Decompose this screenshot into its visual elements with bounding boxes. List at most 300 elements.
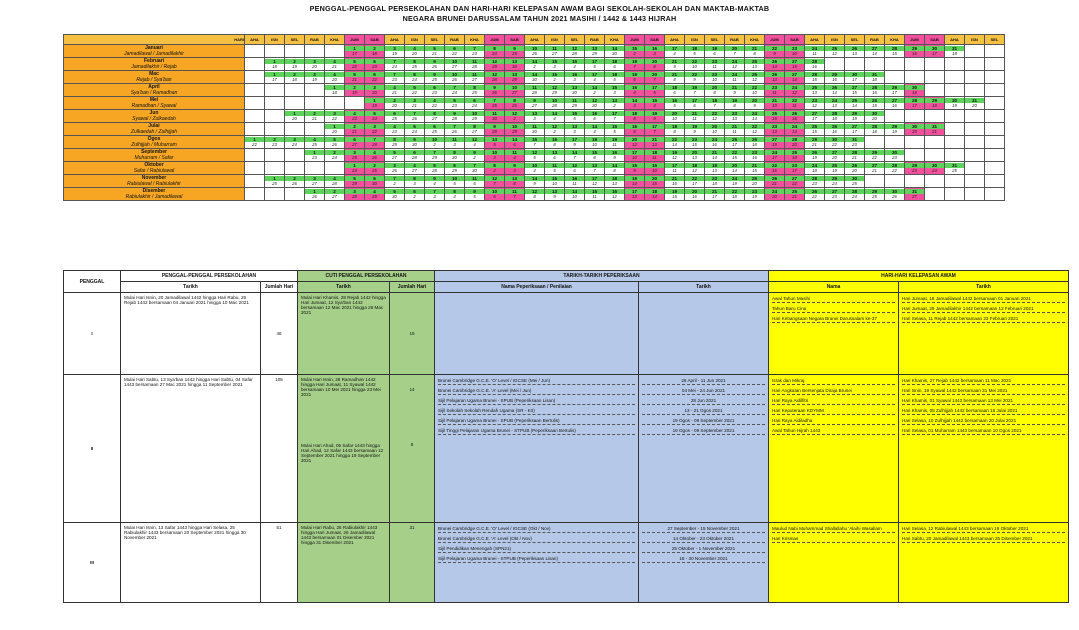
day-cell: 12 5 — [525, 149, 545, 162]
exam-name: Sijil Pelajaran Ugama Brunei - SPUB (Peperiksaan Lisan) — [438, 397, 635, 405]
day-cell: 4 26 — [365, 149, 385, 162]
cuti-days: 15 — [390, 293, 435, 375]
day-cell: 25 19 — [825, 162, 845, 175]
day-cell: 16 3 — [645, 45, 665, 58]
tarikh-header: Tarikh — [121, 282, 261, 293]
day-cell: 3 28 — [345, 188, 365, 201]
day-cell: 18 5 — [685, 45, 705, 58]
day-cell — [965, 45, 985, 58]
day-cell: 19 15 — [665, 188, 685, 201]
penggal-number: I — [64, 293, 121, 375]
day-cell — [965, 162, 985, 175]
day-cell — [325, 45, 345, 58]
day-cell: 18 8 — [625, 110, 645, 123]
day-cell: 9 2 — [465, 149, 485, 162]
day-cell — [925, 175, 945, 188]
day-cell: 20 9 — [745, 97, 765, 110]
day-cell — [985, 123, 1005, 136]
weekday-header: JUM — [905, 35, 925, 45]
day-cell: 23 10 — [705, 71, 725, 84]
exam-name: Sijil Pendidikan Menengah (SPN21) — [438, 545, 635, 553]
holiday-date: Hari Khamis, 05 Zulhijjah 1442 bersamaan 15 Julai 2021 — [902, 407, 1065, 415]
day-cell — [285, 97, 305, 110]
day-cell — [905, 71, 925, 84]
day-cell: 31 18 — [945, 45, 965, 58]
day-cell: 7 30 — [465, 162, 485, 175]
day-cell: 12 8 — [525, 188, 545, 201]
day-cell — [245, 84, 265, 97]
weekday-header: AHA — [245, 35, 265, 45]
day-cell: 6 24 — [465, 97, 485, 110]
day-cell: 7 29 — [425, 149, 445, 162]
day-cell: 28 18 — [825, 110, 845, 123]
day-cell — [905, 136, 925, 149]
holiday-group-header: HARI-HARI KELEPASAN AWAM — [769, 271, 1069, 282]
day-cell: 16 5 — [665, 97, 685, 110]
day-cell: 18 12 — [685, 162, 705, 175]
weekday-header: ISN — [825, 35, 845, 45]
day-cell: 23 17 — [785, 162, 805, 175]
day-cell: 16 8 — [545, 136, 565, 149]
day-cell: 25 18 — [785, 149, 805, 162]
day-cell — [885, 110, 905, 123]
day-cell: 14 9 — [525, 175, 545, 188]
day-cell: 2 21 — [345, 123, 365, 136]
day-cell — [245, 45, 265, 58]
day-cell: 15 10 — [545, 175, 565, 188]
day-cell: 8 3 — [405, 175, 425, 188]
day-cell — [985, 149, 1005, 162]
day-cell: 1 20 — [325, 123, 345, 136]
exam-date: 14 Oktober - 23 Oktober 2021 — [642, 535, 765, 543]
day-cell: 10 29 — [465, 110, 485, 123]
day-cell: 1 18 — [325, 84, 345, 97]
day-cell: 21 9 — [725, 84, 745, 97]
day-cell: 28 18 — [865, 123, 885, 136]
day-cell: 16 4 — [625, 84, 645, 97]
month-row — [64, 71, 1005, 84]
day-cell: 23 12 — [805, 97, 825, 110]
penggal-days: 46 — [261, 293, 298, 375]
holiday-date: Hari Khamis, 01 Syawal 1442 bersamaan 13 Mei 2021 — [902, 397, 1065, 405]
weekday-header: SEL — [845, 35, 865, 45]
day-cell — [945, 84, 965, 97]
day-cell: 7 25 — [485, 97, 505, 110]
day-cell: 12 4 — [465, 136, 485, 149]
day-cell: 25 12 — [825, 45, 845, 58]
day-cell: 5 27 — [385, 149, 405, 162]
day-cell: 12 2 — [505, 110, 525, 123]
exam-date: 27 September - 15 November 2021 — [642, 525, 765, 533]
day-cell — [305, 162, 325, 175]
day-cell — [985, 71, 1005, 84]
day-cell: 7 28 — [365, 136, 385, 149]
day-cell: 22 16 — [765, 162, 785, 175]
weekday-header: KHA — [885, 35, 905, 45]
day-cell: 21 13 — [645, 136, 665, 149]
day-cell: 26 21 — [765, 175, 785, 188]
day-cell: 15 5 — [605, 123, 625, 136]
weekday-header: AHA — [525, 35, 545, 45]
holiday-name: Israk dan Mikraj — [772, 377, 895, 385]
day-cell — [945, 136, 965, 149]
exam-name: Sijil Pelajaran Ugama Brunei - SPUB (Peperiksaan Bertulis) — [438, 417, 635, 425]
day-cell: 9 25 — [505, 45, 525, 58]
day-cell: 11 6 — [465, 175, 485, 188]
day-cell: 7 24 — [445, 84, 465, 97]
month-row — [64, 162, 1005, 175]
weekday-header: SEL — [705, 35, 725, 45]
month-row — [64, 123, 1005, 136]
day-cell: 6 28 — [405, 149, 425, 162]
day-cell: 27 14 — [785, 71, 805, 84]
month-row — [64, 175, 1005, 188]
day-cell: 13 29 — [585, 45, 605, 58]
day-cell: 9 5 — [465, 188, 485, 201]
day-cell: 6 23 — [425, 84, 445, 97]
day-cell: 6 2 — [405, 188, 425, 201]
month-label: Mac Rejab / Sya'ban — [64, 71, 245, 84]
exam-group-header: TARIKH-TARIKH PEPERIKSAAN — [435, 271, 769, 282]
day-cell — [965, 71, 985, 84]
holiday-date: Hari Selasa, 12 Rabiulawal 1443 bersamaan 19 Oktober 2021 — [902, 525, 1065, 533]
month-label: September Muharram / Safar — [64, 149, 245, 162]
day-cell: 24 11 — [805, 45, 825, 58]
day-cell: 16 11 — [565, 175, 585, 188]
cuti-group-header: CUTI PENGGAL PERSEKOLAHAN — [298, 271, 435, 282]
day-cell: 4 28 — [325, 175, 345, 188]
month-row — [64, 58, 1005, 71]
day-cell: 4 23 — [345, 110, 365, 123]
day-cell: 18 6 — [605, 58, 625, 71]
day-cell: 26 14 — [825, 84, 845, 97]
day-cell: 10 4 — [525, 162, 545, 175]
day-cell: 4 23 — [385, 123, 405, 136]
holiday-date: Hari Selasa, 10 Zulhijjah 1442 bersamaan 20 Julai 2021 — [902, 417, 1065, 425]
holiday-date: Hari Selasa, 11 Rejab 1442 bersamaan 23 Februari 2021 — [902, 315, 1065, 323]
day-cell: 19 9 — [645, 110, 665, 123]
day-cell — [305, 97, 325, 110]
weekday-header: AHA — [805, 35, 825, 45]
day-cell: 8 25 — [405, 58, 425, 71]
day-cell — [865, 58, 885, 71]
day-cell: 13 3 — [525, 110, 545, 123]
day-cell: 2 21 — [305, 110, 325, 123]
day-cell — [285, 123, 305, 136]
day-cell: 22 9 — [765, 45, 785, 58]
day-cell: 2 25 — [365, 162, 385, 175]
day-cell — [305, 123, 325, 136]
day-cell: 19 8 — [725, 97, 745, 110]
exam-name: Brunei Cambridge G.C.E. 'O' Level / IGCSE (Okt / Nov) — [438, 525, 635, 533]
day-cell — [965, 123, 985, 136]
month-label: Januari Jamadilawal / Jamadilakhir — [64, 45, 245, 58]
cuti-dates: Mulai Hari Khamis, 28 Rejab 1442 hingga Hari Jumaat, 12 Sya'ban 1442 bersamaan 12 Mac 2021 hingga 26 Mac 2021 — [298, 293, 390, 375]
exam-name: Sijil Sekolah Sekolah Rendah Ugama (SR - K3) — [438, 407, 635, 415]
day-cell: 8 24 — [485, 45, 505, 58]
day-cell: 10 5 — [445, 175, 465, 188]
day-cell — [325, 162, 345, 175]
holiday-names — [769, 375, 899, 523]
day-cell: 4 20 — [325, 71, 345, 84]
exam-name-header: Nama Peperiksaan / Penilaian — [435, 282, 639, 293]
day-cell: 30 19 — [945, 97, 965, 110]
day-cell — [985, 97, 1005, 110]
cuti-days — [390, 375, 435, 523]
day-cell: 11 30 — [485, 110, 505, 123]
day-cell: 13 30 — [505, 58, 525, 71]
day-cell: 19 7 — [685, 84, 705, 97]
day-cell: 18 13 — [605, 175, 625, 188]
day-cell: 17 11 — [665, 162, 685, 175]
calendar-grid — [63, 34, 1005, 201]
day-cell: 1 17 — [345, 45, 365, 58]
day-cell — [265, 84, 285, 97]
day-cell: 1 19 — [365, 97, 385, 110]
day-cell: 19 11 — [605, 136, 625, 149]
day-cell — [265, 149, 285, 162]
day-cell — [965, 110, 985, 123]
exam-names — [435, 293, 639, 375]
day-cell — [305, 45, 325, 58]
holiday-dates — [899, 523, 1069, 603]
day-cell: 24 18 — [805, 162, 825, 175]
month-row — [64, 97, 1005, 110]
weekday-header: RAB — [865, 35, 885, 45]
day-cell: 2 27 — [325, 188, 345, 201]
day-cell — [885, 71, 905, 84]
cuti-days: 31 — [390, 523, 435, 603]
day-cell — [905, 110, 925, 123]
day-cell: 2 23 — [265, 136, 285, 149]
day-cell: 9 26 — [485, 84, 505, 97]
day-cell: 5 24 — [405, 123, 425, 136]
day-cell: 8 27 — [465, 123, 485, 136]
weekday-header: ISN — [405, 35, 425, 45]
day-cell — [905, 175, 925, 188]
day-cell: 23 15 — [685, 136, 705, 149]
day-cell: 11 5 — [545, 162, 565, 175]
day-cell: 23 18 — [705, 175, 725, 188]
day-cell: 3 26 — [385, 162, 405, 175]
day-cell: 28 21 — [845, 149, 865, 162]
day-cell — [925, 110, 945, 123]
holiday-name: Hari Raya Aidiladha — [772, 417, 895, 425]
day-cell: 9 25 — [425, 71, 445, 84]
day-cell: 1 22 — [245, 136, 265, 149]
day-cell — [925, 188, 945, 201]
day-cell: 19 7 — [625, 58, 645, 71]
day-cell: 30 20 — [905, 123, 925, 136]
weekday-header: KHA — [605, 35, 625, 45]
day-cell — [885, 136, 905, 149]
day-cell: 10 27 — [445, 58, 465, 71]
day-cell: 16 4 — [565, 58, 585, 71]
exam-date-header: Tarikh — [639, 282, 769, 293]
day-cell: 21 11 — [685, 110, 705, 123]
month-label: April Sya'ban / Ramadhan — [64, 84, 245, 97]
holiday-name: Hari Kebangsaan Negara Brunei Darussalam ke-37 — [772, 315, 895, 323]
day-cell: 19 12 — [665, 149, 685, 162]
holiday-name: Hari Keputeraan KDYMM — [772, 407, 895, 415]
day-cell: 28 22 — [885, 162, 905, 175]
month-label: Ogos Zulhijjah / Muharram — [64, 136, 245, 149]
day-cell: 21 8 — [745, 45, 765, 58]
day-cell: 23 11 — [705, 58, 725, 71]
day-cell: 25 17 — [725, 136, 745, 149]
day-cell: 11 27 — [465, 71, 485, 84]
holiday-name: Maulud Nabi Muhammad Shallallahu 'Alaihi Wasallam — [772, 525, 895, 533]
day-cell — [245, 58, 265, 71]
weekday-header: SAB — [785, 35, 805, 45]
day-cell: 23 13 — [725, 110, 745, 123]
day-cell: 3 20 — [305, 58, 325, 71]
day-cell: 14 7 — [565, 149, 585, 162]
weekday-header: JUM — [765, 35, 785, 45]
day-cell: 22 12 — [745, 123, 765, 136]
day-cell: 7 23 — [465, 45, 485, 58]
day-cell: 11 28 — [465, 58, 485, 71]
day-cell: 20 13 — [685, 149, 705, 162]
holiday-names — [769, 523, 899, 603]
day-cell — [945, 71, 965, 84]
day-cell: 28 16 — [805, 58, 825, 71]
weekday-header: RAB — [725, 35, 745, 45]
day-cell: 18 10 — [585, 136, 605, 149]
day-cell — [985, 162, 1005, 175]
day-cell: 9 3 — [505, 162, 525, 175]
day-cell — [245, 123, 265, 136]
day-cell — [905, 149, 925, 162]
day-cell: 16 6 — [585, 110, 605, 123]
penggal-dates: Mulai Hari Sabtu, 13 Sya'ban 1442 hingga Hari Sabtu, 04 Safar 1443 bersamaan 27 Mac 2021 hingga 11 September 2021 — [121, 375, 261, 523]
day-cell — [945, 149, 965, 162]
exam-date: 04 Mei - 24 Jun 2021 — [642, 387, 765, 395]
day-cell — [305, 84, 325, 97]
day-cell: 10 26 — [525, 45, 545, 58]
day-cell: 14 8 — [605, 162, 625, 175]
day-cell: 23 16 — [745, 149, 765, 162]
day-cell: 8 2 — [485, 162, 505, 175]
month-label: Oktober Safar / Rabiulawal — [64, 162, 245, 175]
day-cell: 17 6 — [685, 97, 705, 110]
cuti-jumlah-header: Jumlah Hari — [390, 282, 435, 293]
day-cell: 15 11 — [585, 188, 605, 201]
day-cell: 4 27 — [405, 162, 425, 175]
day-cell: 27 19 — [765, 136, 785, 149]
day-cell: 2 20 — [385, 97, 405, 110]
day-cell: 10 29 — [505, 123, 525, 136]
day-cell: 27 20 — [825, 149, 845, 162]
day-cell: 14 10 — [565, 188, 585, 201]
day-cell: 4 21 — [385, 84, 405, 97]
day-cell: 17 12 — [585, 175, 605, 188]
day-cell: 14 2 — [525, 58, 545, 71]
penggal-number: II — [64, 375, 121, 523]
day-cell: 21 16 — [665, 175, 685, 188]
day-cell — [925, 58, 945, 71]
day-cell: 10 26 — [445, 71, 465, 84]
day-cell: 17 4 — [585, 71, 605, 84]
day-cell — [985, 58, 1005, 71]
weekday-header: SEL — [985, 35, 1005, 45]
day-cell: 14 30 — [605, 45, 625, 58]
penggal-group-header: PENGGAL-PENGGAL PERSEKOLAHAN — [121, 271, 298, 282]
day-cell: 3 25 — [345, 149, 365, 162]
day-cell — [245, 175, 265, 188]
day-cell: 17 9 — [565, 136, 585, 149]
day-cell — [965, 175, 985, 188]
exam-name: Sijil Tinggi Pelajaran Ugama Brunei - STPUB (Peperiksaan Bertulis) — [438, 427, 635, 435]
day-cell: 25 20 — [745, 175, 765, 188]
day-cell: 23 11 — [765, 84, 785, 97]
day-cell: 26 13 — [765, 71, 785, 84]
day-cell: 23 13 — [765, 123, 785, 136]
day-cell: 1 17 — [265, 71, 285, 84]
day-cell: 6 22 — [365, 71, 385, 84]
jumlah-header: Jumlah Hari — [261, 282, 298, 293]
day-cell: 20 12 — [625, 136, 645, 149]
day-cell — [885, 175, 905, 188]
exam-name: Sijil Pelajaran Ugama Brunei - STPUB (Peperiksaan Lisan) — [438, 555, 635, 563]
title-line1: PENGGAL-PENGGAL PERSEKOLAHAN DAN HARI-HARI KELEPASAN AWAM BAGI SEKOLAH-SEKOLAH DAN MAKTAB-MAKTAB — [309, 4, 770, 13]
day-cell — [865, 136, 885, 149]
day-cell: 31 21 — [925, 123, 945, 136]
day-cell — [245, 110, 265, 123]
day-cell: 20 10 — [705, 123, 725, 136]
day-cell: 5 21 — [425, 45, 445, 58]
day-cell: 28 15 — [805, 71, 825, 84]
day-cell: 21 8 — [665, 71, 685, 84]
day-cell: 31 20 — [965, 97, 985, 110]
day-cell: 17 4 — [665, 45, 685, 58]
day-cell: 2 19 — [285, 58, 305, 71]
exam-date: 18 - 30 November 2021 — [642, 555, 765, 563]
day-cell: 8 26 — [505, 97, 525, 110]
weekday-header: AHA — [665, 35, 685, 45]
day-cell: 5 26 — [325, 136, 345, 149]
month-row — [64, 45, 1005, 58]
day-cell: 24 13 — [825, 97, 845, 110]
day-cell: 24 16 — [705, 136, 725, 149]
day-cell: 31 25 — [945, 162, 965, 175]
day-cell: 6 23 — [365, 58, 385, 71]
day-cell: 22 11 — [785, 97, 805, 110]
day-cell — [965, 136, 985, 149]
weekday-header: RAB — [585, 35, 605, 45]
day-cell: 27 16 — [885, 97, 905, 110]
day-cell: 4 29 — [365, 188, 385, 201]
day-cell: 25 13 — [805, 84, 825, 97]
day-cell: 18 7 — [705, 97, 725, 110]
weekday-header: SEL — [565, 35, 585, 45]
day-cell: 13 8 — [505, 175, 525, 188]
month-label: Disember Rabiulakhir / Jamadilawal — [64, 188, 245, 201]
day-cell: 10 6 — [485, 188, 505, 201]
exam-date: 25 Oktober - 1 November 2021 — [642, 545, 765, 553]
day-cell: 19 6 — [705, 45, 725, 58]
day-cell: 20 15 — [645, 175, 665, 188]
day-cell: 26 19 — [805, 149, 825, 162]
day-cell: 12 28 — [565, 45, 585, 58]
day-cell: 15 8 — [585, 149, 605, 162]
day-cell: 15 3 — [605, 84, 625, 97]
day-cell: 4 25 — [305, 136, 325, 149]
day-cell: 22 15 — [725, 149, 745, 162]
penggal-days: 51 — [261, 523, 298, 603]
day-cell — [265, 123, 285, 136]
title-line2: NEGARA BRUNEI DARUSSALAM TAHUN 2021 MASIHI / 1442 & 1443 HIJRAH — [402, 14, 677, 23]
